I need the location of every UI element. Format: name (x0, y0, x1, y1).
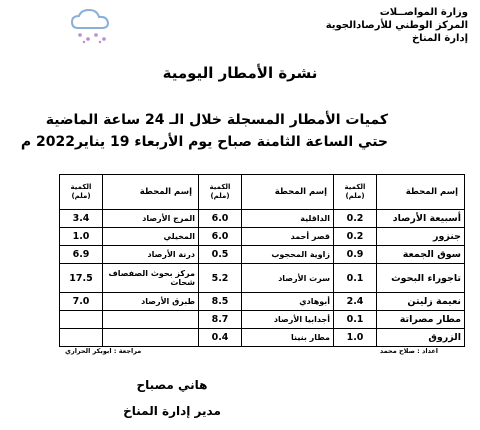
station-name: المخيلي (103, 228, 199, 246)
table-row (60, 264, 465, 293)
table-row (60, 329, 465, 347)
rainfall-table (59, 174, 465, 347)
rain-amount: 3.4 (60, 210, 103, 228)
rain-amount: 0.9 (334, 246, 377, 264)
station-header: إسم المحطة (377, 175, 465, 210)
rain-amount: 8.7 (199, 311, 242, 329)
rain-amount: 17.5 (60, 264, 103, 293)
station-name: الداقلية (242, 210, 334, 228)
station-name: أسبيعة الأرصاد (377, 210, 465, 228)
station-name: طبرق الأرصاد (103, 293, 199, 311)
rain-amount: 5.2 (199, 264, 242, 293)
rain-amount (60, 311, 103, 329)
table-row (60, 228, 465, 246)
center-name: المركز الوطني للأرصادالجوية (325, 20, 468, 31)
quantity-header: الكمية (ملم) (199, 175, 242, 210)
table-row (60, 311, 465, 329)
station-name (103, 329, 199, 347)
quantity-header: الكمية (ملم) (60, 175, 103, 210)
station-name: سوق الجمعة (377, 246, 465, 264)
station-name: الزروق (377, 329, 465, 347)
station-name: جنزور (377, 228, 465, 246)
rain-amount: 0.2 (334, 210, 377, 228)
station-header: إسم المحطة (103, 175, 199, 210)
rain-amount: 0.2 (334, 228, 377, 246)
station-name: المرج الأرصاد (103, 210, 199, 228)
rain-amount: 2.4 (334, 293, 377, 311)
table-header-row (60, 175, 465, 210)
station-name: مركز بحوث الصفصاف شحات (103, 264, 199, 293)
station-name: سرت الأرصاد (242, 264, 334, 293)
prepared-by: اعداد : صلاح محمد (379, 347, 438, 355)
rain-amount: 0.4 (199, 329, 242, 347)
table-row (60, 293, 465, 311)
station-name: قصر أحمد (242, 228, 334, 246)
rain-amount: 7.0 (60, 293, 103, 311)
bulletin-date-line: حتي الساعة الثامنة صباح يوم الأربعاء 19 يناير2022 م (20, 134, 388, 150)
station-name: تاجوراء البحوث (377, 264, 465, 293)
rain-amount (60, 329, 103, 347)
signatory-name: هاني مصباح (136, 378, 208, 392)
table-row (60, 210, 465, 228)
bulletin-subtitle: كميات الأمطار المسجلة خلال الـ 24 ساعة الماضية (45, 112, 388, 128)
station-name: نعيمة زليتن (377, 293, 465, 311)
rain-amount: 0.1 (334, 311, 377, 329)
station-header: إسم المحطة (242, 175, 334, 210)
rain-amount: 6.0 (199, 210, 242, 228)
signatory-title: مدير إدارة المناخ (123, 404, 221, 418)
ministry-name: وزارة المواصــلات (379, 7, 468, 18)
reviewed-by: مراجعة : ابوبكر الحراري (65, 347, 142, 355)
bulletin-title: نشرة الأمطار اليومية (162, 64, 318, 82)
department-name: إدارة المناخ (411, 33, 468, 44)
quantity-header: الكمية (ملم) (334, 175, 377, 210)
station-name: درنة الأرصاد (103, 246, 199, 264)
station-name: أجدابيا الأرصاد (242, 311, 334, 329)
station-name: مطار بنينا (242, 329, 334, 347)
ministry-header (268, 6, 468, 45)
rain-amount: 1.0 (334, 329, 377, 347)
rain-amount: 0.5 (199, 246, 242, 264)
rain-amount: 0.1 (334, 264, 377, 293)
table-row (60, 246, 465, 264)
station-name: مطار مصراتة (377, 311, 465, 329)
station-name: زاوية المحجوب (242, 246, 334, 264)
rain-amount: 6.0 (199, 228, 242, 246)
rain-amount: 1.0 (60, 228, 103, 246)
station-name (103, 311, 199, 329)
rain-amount: 8.5 (199, 293, 242, 311)
station-name: أبوهادي (242, 293, 334, 311)
cloud-snow-icon (66, 8, 118, 44)
rain-amount: 6.9 (60, 246, 103, 264)
